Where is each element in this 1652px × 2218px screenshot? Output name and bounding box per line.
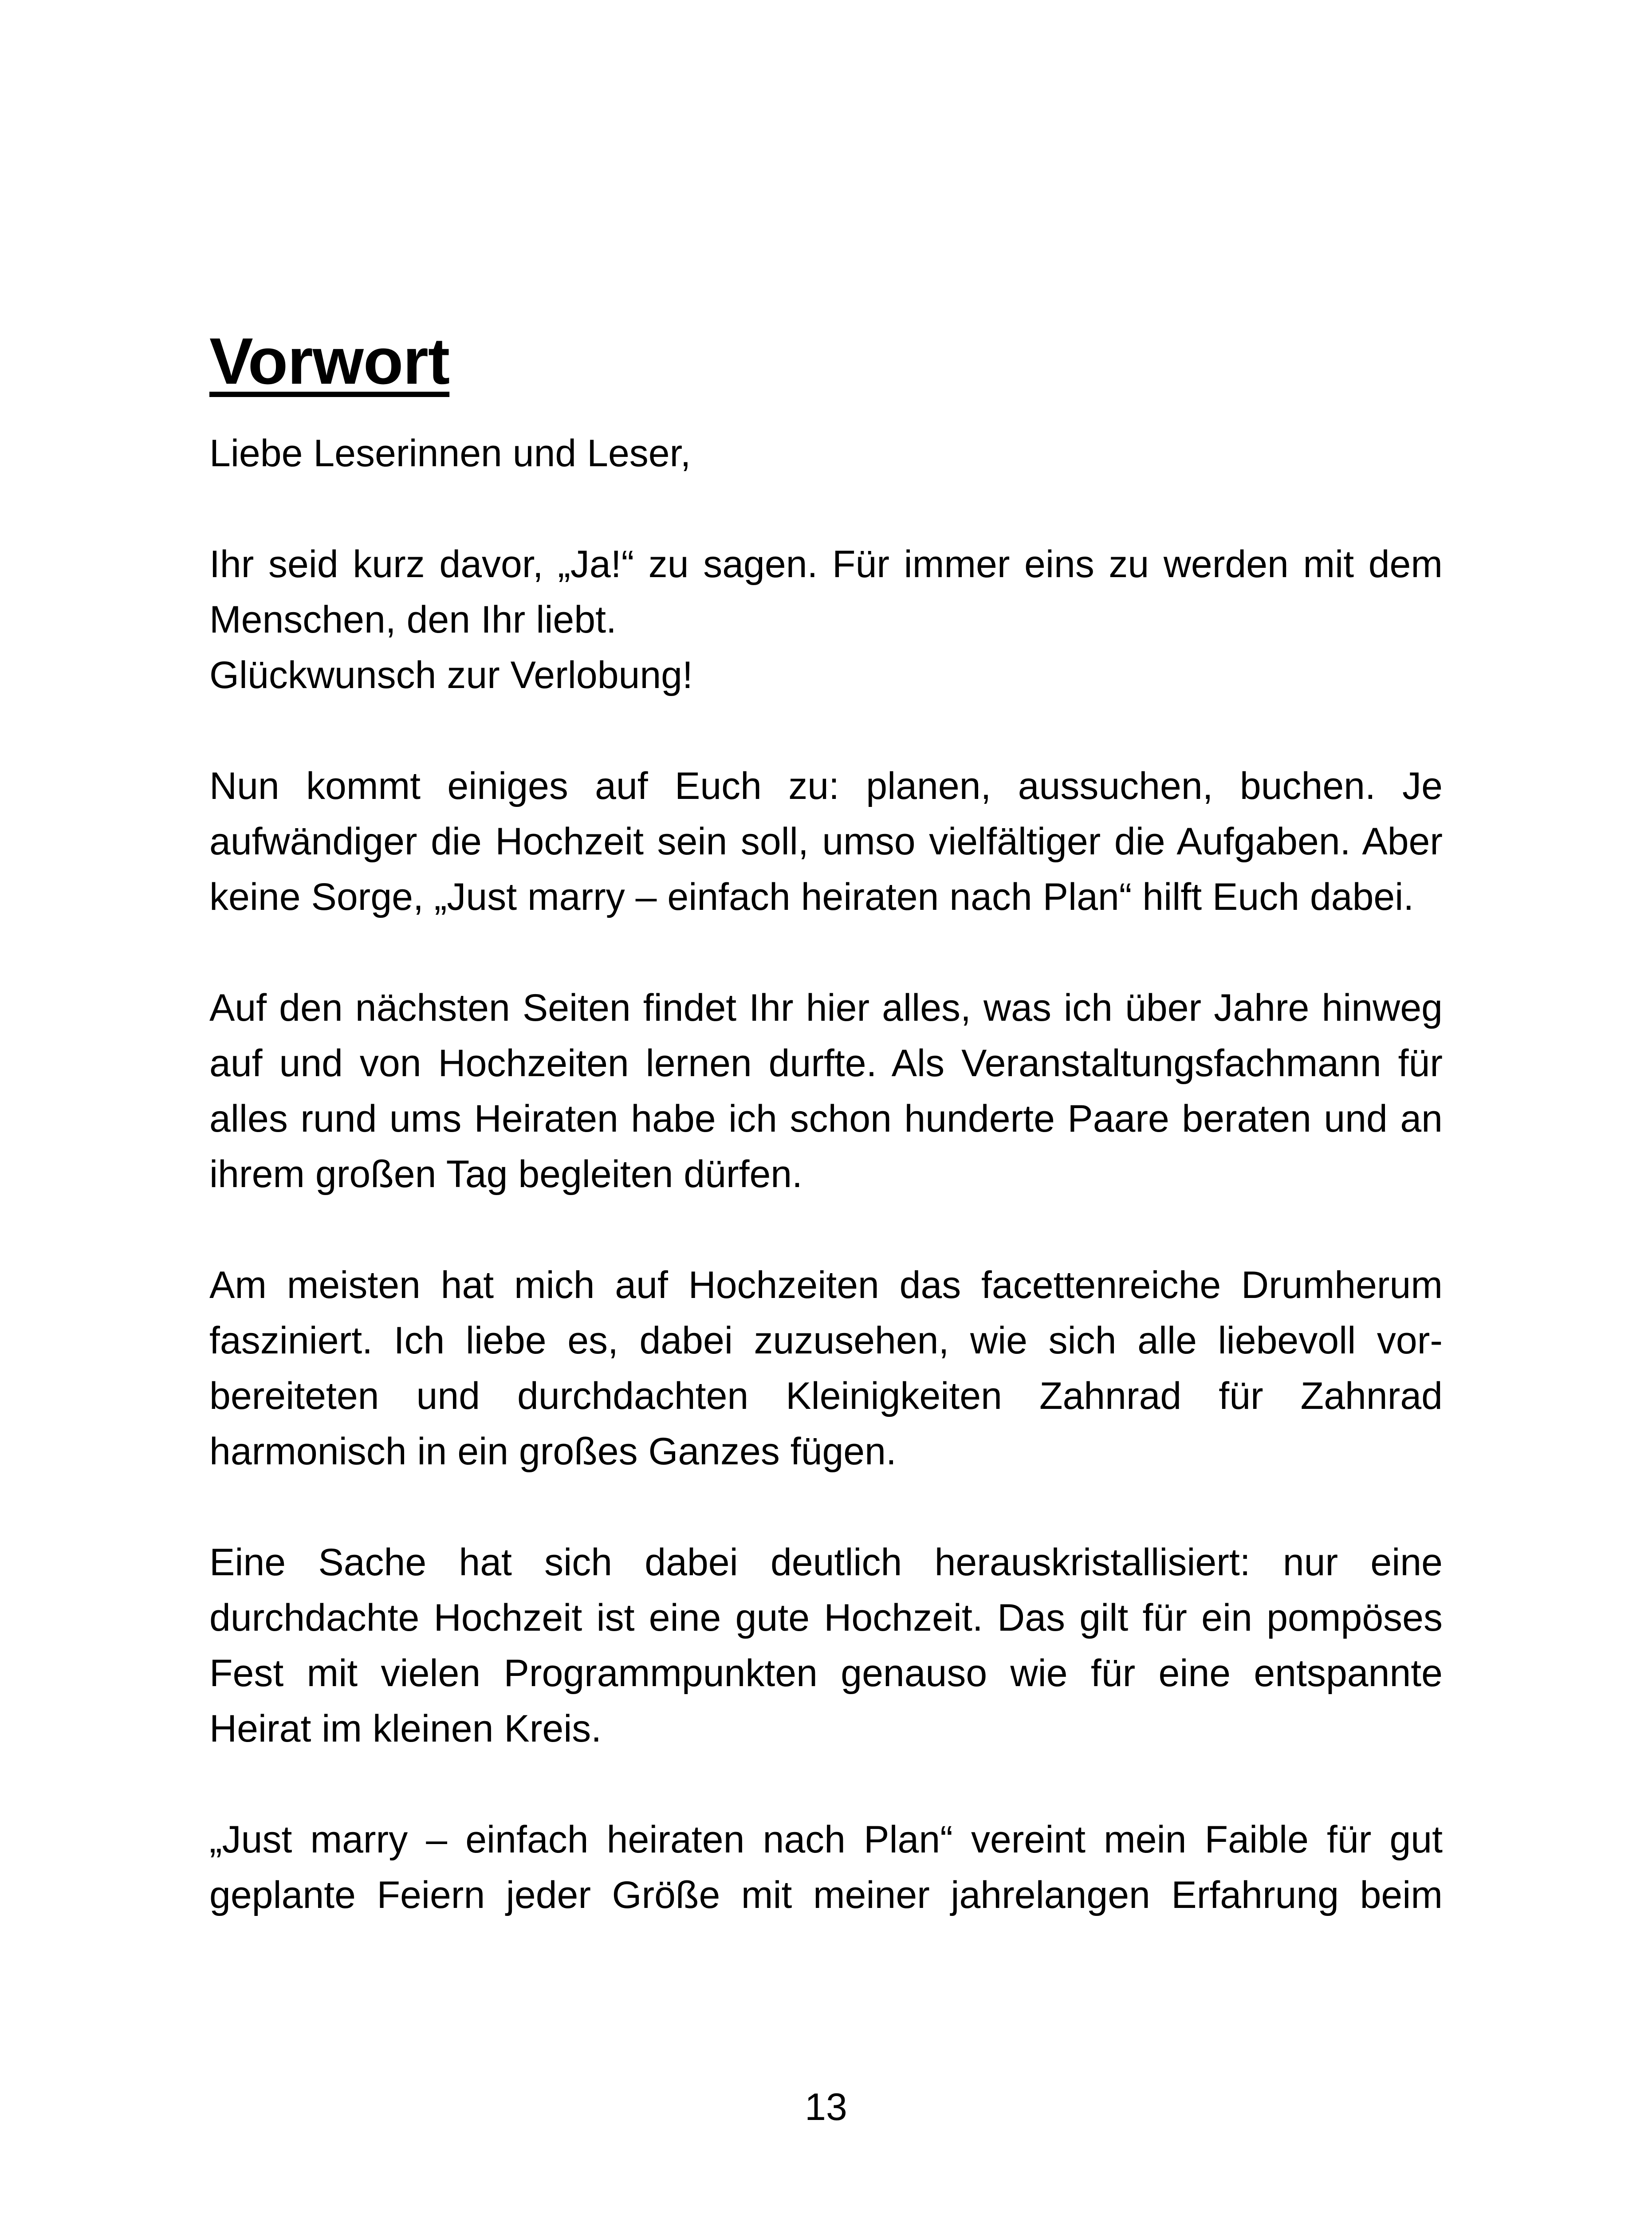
paragraph-5: Eine Sache hat sich dabei deutlich herauskristallisiert: nur eine durchdachte Hochzeit ist eine gute Hochzeit. Das gilt für ein pompöses Fest mit vielen Programmpunkten genauso wie für eine entspannte Heirat im kleinen Kreis. <box>209 1541 1443 1750</box>
paragraph-1 <box>209 537 1443 703</box>
page-content <box>209 324 1443 1923</box>
paragraph-6: „Just marry – einfach heiraten nach Plan“ vereint mein Faible für gut geplante Feiern jeder Größe mit meiner jahrelangen Erfahrung beim <box>209 1818 1443 1916</box>
chapter-heading: Vorwort <box>209 325 450 398</box>
paragraph-1-congratulation: Glückwunsch zur Verlobung! <box>209 654 693 696</box>
paragraph-4: Am meisten hat mich auf Hochzeiten das facettenreiche Drumherum fasziniert. Ich liebe es, dabei zuzusehen, wie sich alle liebevoll vorbereiteten und durchdachten Kleinigkeiten Zahnrad für Zahnrad harmonisch in ein großes Ganzes fügen. <box>209 1264 1443 1473</box>
paragraph-2: Nun kommt einiges auf Euch zu: planen, aussuchen, buchen. Je aufwändiger die Hochzeit sein soll, umso vielfältiger die Aufgaben. Aber keine Sorge, „Just marry – einfach heiraten nach Plan“ hilft Euch dabei. <box>209 765 1443 918</box>
paragraph-1-text: Ihr seid kurz davor, „Ja!“ zu sagen. Für immer eins zu werden mit dem Menschen, den Ihr liebt. <box>209 543 1443 641</box>
paragraph-3: Auf den nächsten Seiten findet Ihr hier alles, was ich über Jahre hinweg auf und von Hochzeiten lernen durfte. Als Veranstaltungsfachmann für alles rund ums Heiraten habe ich schon hunderte Paare beraten und an ihrem großen Tag begleiten dürfen. <box>209 987 1443 1196</box>
salutation: Liebe Leserinnen und Leser, <box>209 432 691 475</box>
page-number: 13 <box>805 2086 847 2128</box>
